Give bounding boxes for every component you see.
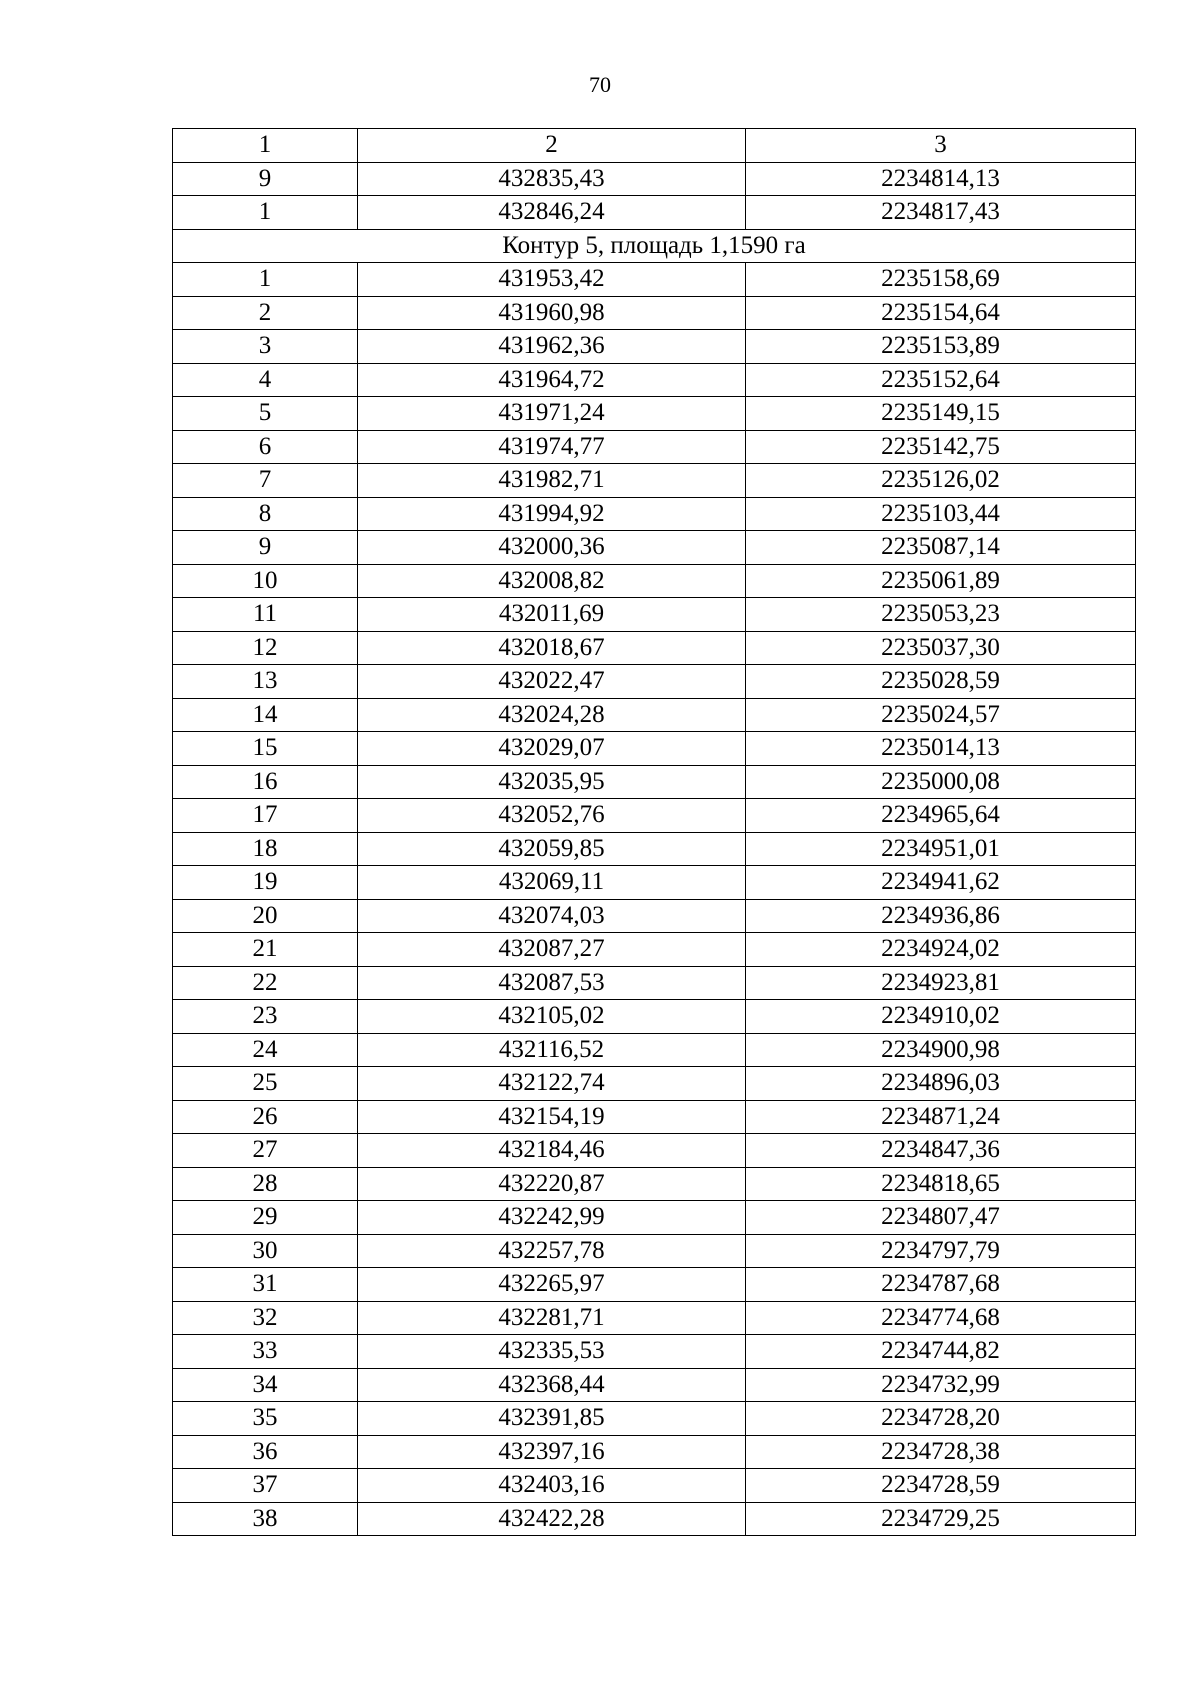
y-coordinate-cell: 2234817,43 bbox=[746, 196, 1136, 230]
y-coordinate-cell: 2234924,02 bbox=[746, 933, 1136, 967]
x-coordinate-cell: 431953,42 bbox=[358, 263, 746, 297]
x-coordinate-cell: 432029,07 bbox=[358, 732, 746, 766]
point-number-cell: 17 bbox=[173, 799, 358, 833]
y-coordinate-cell: 2235061,89 bbox=[746, 564, 1136, 598]
point-number-cell: 27 bbox=[173, 1134, 358, 1168]
y-coordinate-cell: 2234814,13 bbox=[746, 162, 1136, 196]
table-row bbox=[173, 531, 1136, 565]
table-row bbox=[173, 1402, 1136, 1436]
table-row bbox=[173, 966, 1136, 1000]
y-coordinate-cell: 2234951,01 bbox=[746, 832, 1136, 866]
y-coordinate-cell: 2234910,02 bbox=[746, 1000, 1136, 1034]
point-number-cell: 26 bbox=[173, 1100, 358, 1134]
table-row bbox=[173, 765, 1136, 799]
point-number-cell: 3 bbox=[173, 330, 358, 364]
y-coordinate-cell: 2234965,64 bbox=[746, 799, 1136, 833]
point-number-cell: 1 bbox=[173, 196, 358, 230]
table-row bbox=[173, 1000, 1136, 1034]
point-number-cell: 2 bbox=[173, 296, 358, 330]
x-coordinate-cell: 432403,16 bbox=[358, 1469, 746, 1503]
header-cell-y: 3 bbox=[746, 129, 1136, 163]
table-row bbox=[173, 162, 1136, 196]
table-row bbox=[173, 698, 1136, 732]
point-number-cell: 23 bbox=[173, 1000, 358, 1034]
point-number-cell: 35 bbox=[173, 1402, 358, 1436]
point-number-cell: 22 bbox=[173, 966, 358, 1000]
x-coordinate-cell: 432052,76 bbox=[358, 799, 746, 833]
point-number-cell: 1 bbox=[173, 263, 358, 297]
x-coordinate-cell: 432397,16 bbox=[358, 1435, 746, 1469]
y-coordinate-cell: 2235037,30 bbox=[746, 631, 1136, 665]
y-coordinate-cell: 2235024,57 bbox=[746, 698, 1136, 732]
point-number-cell: 36 bbox=[173, 1435, 358, 1469]
y-coordinate-cell: 2235028,59 bbox=[746, 665, 1136, 699]
y-coordinate-cell: 2235153,89 bbox=[746, 330, 1136, 364]
point-number-cell: 34 bbox=[173, 1368, 358, 1402]
coordinates-table-body bbox=[173, 129, 1136, 1536]
point-number-cell: 13 bbox=[173, 665, 358, 699]
table-row bbox=[173, 196, 1136, 230]
x-coordinate-cell: 432265,97 bbox=[358, 1268, 746, 1302]
point-number-cell: 19 bbox=[173, 866, 358, 900]
x-coordinate-cell: 432122,74 bbox=[358, 1067, 746, 1101]
y-coordinate-cell: 2234818,65 bbox=[746, 1167, 1136, 1201]
table-row bbox=[173, 866, 1136, 900]
x-coordinate-cell: 432024,28 bbox=[358, 698, 746, 732]
table-row bbox=[173, 1234, 1136, 1268]
table-row bbox=[173, 363, 1136, 397]
x-coordinate-cell: 432335,53 bbox=[358, 1335, 746, 1369]
y-coordinate-cell: 2234941,62 bbox=[746, 866, 1136, 900]
table-row bbox=[173, 1335, 1136, 1369]
x-coordinate-cell: 432846,24 bbox=[358, 196, 746, 230]
x-coordinate-cell: 432281,71 bbox=[358, 1301, 746, 1335]
table-row bbox=[173, 1100, 1136, 1134]
table-row bbox=[173, 1469, 1136, 1503]
x-coordinate-cell: 432069,11 bbox=[358, 866, 746, 900]
point-number-cell: 11 bbox=[173, 598, 358, 632]
y-coordinate-cell: 2235014,13 bbox=[746, 732, 1136, 766]
point-number-cell: 37 bbox=[173, 1469, 358, 1503]
y-coordinate-cell: 2234923,81 bbox=[746, 966, 1136, 1000]
table-row bbox=[173, 1301, 1136, 1335]
table-row bbox=[173, 1067, 1136, 1101]
x-coordinate-cell: 431960,98 bbox=[358, 296, 746, 330]
y-coordinate-cell: 2234871,24 bbox=[746, 1100, 1136, 1134]
table-row bbox=[173, 1435, 1136, 1469]
x-coordinate-cell: 432257,78 bbox=[358, 1234, 746, 1268]
x-coordinate-cell: 432018,67 bbox=[358, 631, 746, 665]
y-coordinate-cell: 2235142,75 bbox=[746, 430, 1136, 464]
point-number-cell: 20 bbox=[173, 899, 358, 933]
table-row bbox=[173, 598, 1136, 632]
point-number-cell: 38 bbox=[173, 1502, 358, 1536]
y-coordinate-cell: 2234936,86 bbox=[746, 899, 1136, 933]
point-number-cell: 9 bbox=[173, 531, 358, 565]
y-coordinate-cell: 2235126,02 bbox=[746, 464, 1136, 498]
point-number-cell: 18 bbox=[173, 832, 358, 866]
point-number-cell: 24 bbox=[173, 1033, 358, 1067]
point-number-cell: 28 bbox=[173, 1167, 358, 1201]
table-row bbox=[173, 899, 1136, 933]
y-coordinate-cell: 2235087,14 bbox=[746, 531, 1136, 565]
x-coordinate-cell: 432087,53 bbox=[358, 966, 746, 1000]
x-coordinate-cell: 432022,47 bbox=[358, 665, 746, 699]
x-coordinate-cell: 432154,19 bbox=[358, 1100, 746, 1134]
table-row bbox=[173, 430, 1136, 464]
y-coordinate-cell: 2234807,47 bbox=[746, 1201, 1136, 1235]
table-row bbox=[173, 1167, 1136, 1201]
section-title: Контур 5, площадь 1,1590 га bbox=[173, 229, 1136, 263]
table-row bbox=[173, 631, 1136, 665]
y-coordinate-cell: 2234847,36 bbox=[746, 1134, 1136, 1168]
x-coordinate-cell: 431962,36 bbox=[358, 330, 746, 364]
point-number-cell: 10 bbox=[173, 564, 358, 598]
x-coordinate-cell: 432059,85 bbox=[358, 832, 746, 866]
table-row bbox=[173, 397, 1136, 431]
x-coordinate-cell: 432242,99 bbox=[358, 1201, 746, 1235]
table-row bbox=[173, 1134, 1136, 1168]
point-number-cell: 15 bbox=[173, 732, 358, 766]
point-number-cell: 21 bbox=[173, 933, 358, 967]
point-number-cell: 33 bbox=[173, 1335, 358, 1369]
x-coordinate-cell: 431974,77 bbox=[358, 430, 746, 464]
x-coordinate-cell: 432220,87 bbox=[358, 1167, 746, 1201]
table-row bbox=[173, 1033, 1136, 1067]
y-coordinate-cell: 2235152,64 bbox=[746, 363, 1136, 397]
x-coordinate-cell: 431964,72 bbox=[358, 363, 746, 397]
section-row bbox=[173, 229, 1136, 263]
y-coordinate-cell: 2235149,15 bbox=[746, 397, 1136, 431]
point-number-cell: 16 bbox=[173, 765, 358, 799]
table-row bbox=[173, 799, 1136, 833]
y-coordinate-cell: 2235103,44 bbox=[746, 497, 1136, 531]
x-coordinate-cell: 432035,95 bbox=[358, 765, 746, 799]
point-number-cell: 14 bbox=[173, 698, 358, 732]
header-cell-x: 2 bbox=[358, 129, 746, 163]
x-coordinate-cell: 432116,52 bbox=[358, 1033, 746, 1067]
y-coordinate-cell: 2234787,68 bbox=[746, 1268, 1136, 1302]
y-coordinate-cell: 2234744,82 bbox=[746, 1335, 1136, 1369]
table-row bbox=[173, 1368, 1136, 1402]
header-row bbox=[173, 129, 1136, 163]
x-coordinate-cell: 432008,82 bbox=[358, 564, 746, 598]
x-coordinate-cell: 431971,24 bbox=[358, 397, 746, 431]
table-row bbox=[173, 832, 1136, 866]
y-coordinate-cell: 2234728,59 bbox=[746, 1469, 1136, 1503]
point-number-cell: 7 bbox=[173, 464, 358, 498]
header-cell-point: 1 bbox=[173, 129, 358, 163]
table-row bbox=[173, 564, 1136, 598]
point-number-cell: 25 bbox=[173, 1067, 358, 1101]
y-coordinate-cell: 2234896,03 bbox=[746, 1067, 1136, 1101]
y-coordinate-cell: 2235158,69 bbox=[746, 263, 1136, 297]
point-number-cell: 29 bbox=[173, 1201, 358, 1235]
y-coordinate-cell: 2235053,23 bbox=[746, 598, 1136, 632]
point-number-cell: 4 bbox=[173, 363, 358, 397]
table-row bbox=[173, 296, 1136, 330]
point-number-cell: 6 bbox=[173, 430, 358, 464]
point-number-cell: 12 bbox=[173, 631, 358, 665]
table-row bbox=[173, 1201, 1136, 1235]
page-number: 70 bbox=[589, 72, 611, 97]
table-row bbox=[173, 330, 1136, 364]
coordinates-table bbox=[172, 128, 1136, 1536]
y-coordinate-cell: 2234797,79 bbox=[746, 1234, 1136, 1268]
x-coordinate-cell: 432835,43 bbox=[358, 162, 746, 196]
x-coordinate-cell: 432184,46 bbox=[358, 1134, 746, 1168]
point-number-cell: 5 bbox=[173, 397, 358, 431]
table-row bbox=[173, 497, 1136, 531]
table-row bbox=[173, 263, 1136, 297]
table-row bbox=[173, 665, 1136, 699]
point-number-cell: 32 bbox=[173, 1301, 358, 1335]
y-coordinate-cell: 2235000,08 bbox=[746, 765, 1136, 799]
x-coordinate-cell: 432391,85 bbox=[358, 1402, 746, 1436]
table-row bbox=[173, 1502, 1136, 1536]
x-coordinate-cell: 432087,27 bbox=[358, 933, 746, 967]
y-coordinate-cell: 2234728,20 bbox=[746, 1402, 1136, 1436]
y-coordinate-cell: 2234729,25 bbox=[746, 1502, 1136, 1536]
point-number-cell: 31 bbox=[173, 1268, 358, 1302]
y-coordinate-cell: 2234774,68 bbox=[746, 1301, 1136, 1335]
x-coordinate-cell: 431994,92 bbox=[358, 497, 746, 531]
table-row bbox=[173, 933, 1136, 967]
y-coordinate-cell: 2234732,99 bbox=[746, 1368, 1136, 1402]
point-number-cell: 9 bbox=[173, 162, 358, 196]
table-row bbox=[173, 1268, 1136, 1302]
y-coordinate-cell: 2234728,38 bbox=[746, 1435, 1136, 1469]
y-coordinate-cell: 2235154,64 bbox=[746, 296, 1136, 330]
x-coordinate-cell: 432000,36 bbox=[358, 531, 746, 565]
x-coordinate-cell: 432368,44 bbox=[358, 1368, 746, 1402]
table-row bbox=[173, 732, 1136, 766]
y-coordinate-cell: 2234900,98 bbox=[746, 1033, 1136, 1067]
point-number-cell: 30 bbox=[173, 1234, 358, 1268]
x-coordinate-cell: 431982,71 bbox=[358, 464, 746, 498]
x-coordinate-cell: 432422,28 bbox=[358, 1502, 746, 1536]
x-coordinate-cell: 432074,03 bbox=[358, 899, 746, 933]
x-coordinate-cell: 432105,02 bbox=[358, 1000, 746, 1034]
table-row bbox=[173, 464, 1136, 498]
point-number-cell: 8 bbox=[173, 497, 358, 531]
x-coordinate-cell: 432011,69 bbox=[358, 598, 746, 632]
